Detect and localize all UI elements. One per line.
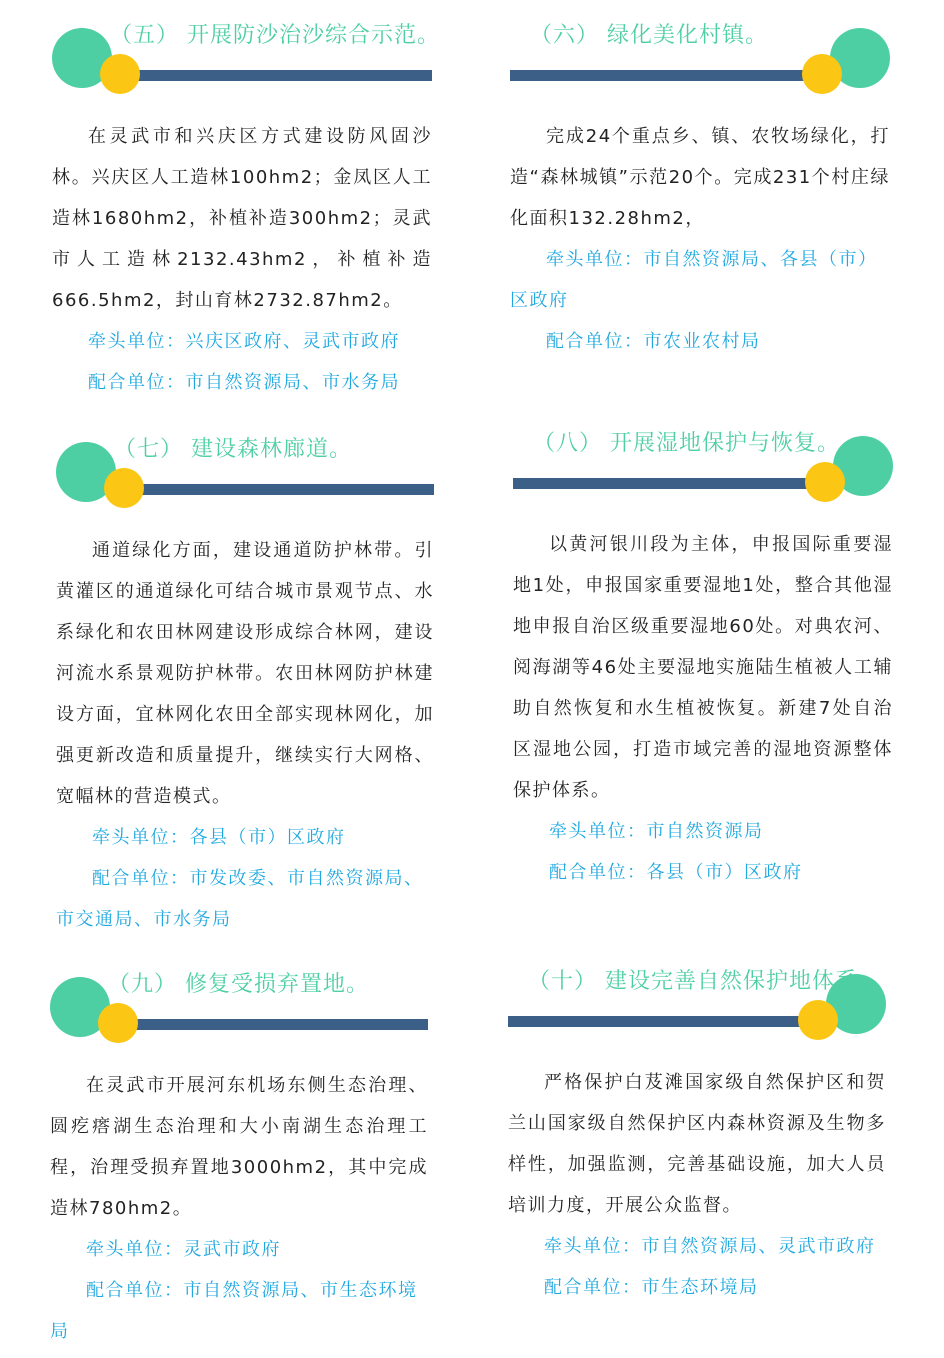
lead-unit: 牵头单位：灵武市政府 <box>86 1239 281 1260</box>
header-bar <box>142 484 434 495</box>
yellow-circle-icon <box>798 1000 838 1040</box>
section-title: （六） 绿化美化村镇。 <box>530 23 768 48</box>
section-body: 在灵武市开展河东机场东侧生态治理、圆疙瘩湖生态治理和大小南湖生态治理工程，治理受损弃置地3000hm2，其中完成造林780hm2。 <box>50 1075 428 1219</box>
section-header <box>513 412 893 502</box>
section-8 <box>513 412 893 893</box>
lead-unit: 牵头单位：兴庆区政府、灵武市政府 <box>88 331 400 352</box>
section-body: 严格保护白芨滩国家级自然保护区和贺兰山国家级自然保护区内森林资源及生物多样性，加强监测，完善基础设施，加大人员培训力度，开展公众监督。 <box>508 1072 886 1216</box>
partner-unit: 配合单位：市自然资源局、市生态环境局 <box>50 1280 418 1342</box>
section-title: （七） 建设森林廊道。 <box>114 437 352 462</box>
header-bar <box>508 1016 800 1027</box>
section-title: （十） 建设完善自然保护地体系。 <box>528 969 881 994</box>
section-title: （八） 开展湿地保护与恢复。 <box>533 431 840 456</box>
partner-unit: 配合单位：市生态环境局 <box>544 1277 759 1298</box>
yellow-circle-icon <box>805 462 845 502</box>
header-bar <box>138 70 432 81</box>
section-header <box>508 950 886 1040</box>
section-header <box>50 953 428 1043</box>
header-bar <box>513 478 807 489</box>
yellow-circle-icon <box>104 468 144 508</box>
lead-unit: 牵头单位：各县（市）区政府 <box>92 827 346 848</box>
partner-unit: 配合单位：各县（市）区政府 <box>549 862 803 883</box>
section-header <box>510 4 890 94</box>
section-header <box>56 418 434 508</box>
partner-unit: 配合单位：市发改委、市自然资源局、市交通局、市水务局 <box>56 868 424 930</box>
partner-unit: 配合单位：市自然资源局、市水务局 <box>88 372 400 393</box>
yellow-circle-icon <box>100 54 140 94</box>
lead-unit: 牵头单位：市自然资源局 <box>549 821 764 842</box>
section-header <box>52 4 440 94</box>
section-5 <box>52 4 440 403</box>
section-body: 以黄河银川段为主体，申报国际重要湿地1处，申报国家重要湿地1处，整合其他湿地申报自治区级重要湿地60处。对典农河、阅海湖等46处主要湿地实施陆生植被人工辅助自然恢复和水生植被恢复。新建7处自治区湿地公园，打造市域完善的湿地资源整体保护体系。 <box>513 534 893 801</box>
header-bar <box>510 70 804 81</box>
lead-unit: 牵头单位：市自然资源局、灵武市政府 <box>544 1236 876 1257</box>
yellow-circle-icon <box>98 1003 138 1043</box>
section-title: （九） 修复受损弃置地。 <box>108 972 369 997</box>
section-7 <box>56 418 434 940</box>
section-body: 在灵武市和兴庆区方式建设防风固沙林。兴庆区人工造林100hm2；金凤区人工造林1680hm2，补植补造300hm2；灵武市人工造林2132.43hm2，补植补造666.5hm2，封山育林2732.87hm2。 <box>52 126 432 311</box>
section-title: （五） 开展防沙治沙综合示范。 <box>110 23 440 48</box>
lead-unit: 牵头单位：市自然资源局、各县（市）区政府 <box>510 249 878 311</box>
partner-unit: 配合单位：市农业农村局 <box>546 331 761 352</box>
section-9 <box>50 953 428 1352</box>
yellow-circle-icon <box>802 54 842 94</box>
header-bar <box>136 1019 428 1030</box>
section-10 <box>508 950 886 1308</box>
section-body: 完成24个重点乡、镇、农牧场绿化，打造“森林城镇”示范20个。完成231个村庄绿化面积132.28hm2， <box>510 126 890 229</box>
section-body: 通道绿化方面，建设通道防护林带。引黄灌区的通道绿化可结合城市景观节点、水系绿化和农田林网建设形成综合林网，建设河流水系景观防护林带。农田林网防护林建设方面，宜林网化农田全部实现林网化，加强更新改造和质量提升，继续实行大网格、宽幅林的营造模式。 <box>56 540 434 807</box>
section-6 <box>510 4 890 362</box>
